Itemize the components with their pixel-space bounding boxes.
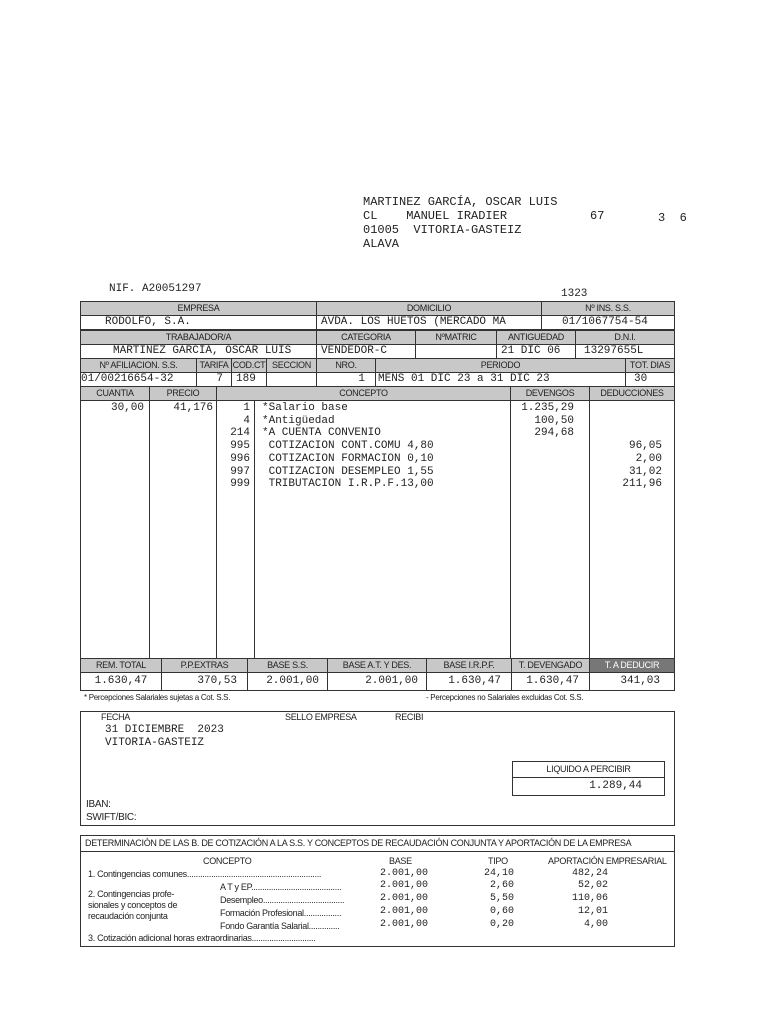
contingencias-profesionales-label-3: recaudación conjunta	[88, 911, 168, 921]
determination-title: DETERMINACIÓN DE LAS B. DE COTIZACIÓN A LA S.S. Y CONCEPTOS DE RECAUDACIÓN CONJUNTA Y APORTACIÓN DE LA EMPRESA	[85, 838, 632, 848]
document-number: 1323	[561, 288, 588, 300]
header-dni: D.N.I.	[575, 330, 675, 345]
t-deducir-value: 341,03	[589, 672, 675, 691]
sub-fondo-label: Fondo Garantía Salarial..............	[220, 921, 340, 931]
column-divider	[149, 400, 150, 659]
header-ppextras: P.P.EXTRAS	[161, 658, 248, 673]
det-row-base: 2.001,00	[379, 893, 428, 904]
recipient-province: ALAVA	[363, 237, 400, 251]
det-row-aportacion: 482,24	[571, 868, 608, 879]
liquido-divider	[512, 777, 665, 778]
horas-extra-label: 3. Cotización adicional horas extraordinarias.............................	[88, 933, 316, 943]
domicilio-value: AVDA. LOS HUETOS (MERCADO MA	[316, 315, 542, 330]
header-codct: COD.CT	[231, 358, 267, 373]
recipient-name: MARTINEZ GARCÍA, OSCAR LUIS	[363, 195, 558, 209]
line-deduccion: 31,02	[628, 465, 662, 478]
line-concepto: *Antigüedad	[262, 414, 335, 427]
line-code: 999	[230, 478, 250, 491]
header-t-devengado: T. DEVENGADO	[511, 658, 590, 673]
line-devengo: 294,68	[534, 427, 574, 440]
trabajador-value: MARTINEZ GARCÍA, OSCAR LUIS	[80, 344, 317, 359]
ins-ss-value: 01/1067754-54	[541, 315, 675, 330]
fecha-label: FECHA	[101, 712, 131, 722]
contingencias-profesionales-label-2: sionales y conceptos de	[88, 900, 178, 910]
note-salariales: * Percepciones Salariales sujetas a Cot. S.S.	[84, 693, 231, 702]
line-devengo: 1.235,29	[521, 402, 574, 414]
empresa-value: RODOLFO, S.A.	[80, 315, 317, 330]
header-concepto: CONCEPTO	[216, 386, 511, 401]
det-row-base: 2.001,00	[379, 906, 428, 917]
recibi-label: RECIBI	[395, 712, 424, 722]
column-divider	[510, 400, 511, 659]
nmatric-value	[415, 344, 497, 359]
tarifa-value: 7	[196, 372, 232, 387]
det-row-aportacion: 12,01	[577, 906, 608, 917]
payment-place: VITORIA-GASTEIZ	[105, 737, 205, 749]
recipient-street: CL MANUEL IRADIER	[363, 209, 508, 223]
line-code: 995	[230, 440, 250, 453]
afiliacion-value: 01/00216654-32	[80, 372, 197, 387]
det-row-base: 2.001,00	[379, 880, 428, 891]
det-row-aportacion: 52,02	[577, 880, 608, 891]
base-ss-value: 2.001,00	[247, 672, 328, 691]
header-categoria: CATEGORIA	[316, 330, 416, 345]
base-irpf-value: 1.630,47	[426, 672, 512, 691]
column-divider	[216, 400, 217, 659]
line-precio: 41,176	[173, 402, 213, 414]
line-concepto: *A CUENTA CONVENIO	[262, 427, 381, 440]
sub-desempleo-label: Desempleo.....................................	[220, 895, 345, 905]
header-t-deducir: T. A DEDUCIR	[589, 658, 675, 673]
header-totdias: TOT. DIAS	[625, 358, 675, 373]
det-row-tipo: 5,50	[489, 893, 514, 904]
totdias-value: 30	[625, 372, 675, 387]
line-code: 997	[230, 465, 250, 478]
dni-value: 13297655L	[575, 344, 675, 359]
liquido-label: LIQUIDO A PERCIBIR	[546, 764, 631, 774]
antiguedad-value: 21 DIC 06	[496, 344, 576, 359]
header-domicilio: DOMICILIO	[316, 301, 542, 316]
header-ins-ss: Nº INS. S.S.	[541, 301, 675, 316]
col-tipo: TIPO	[488, 856, 508, 866]
col-aportacion: APORTACIÓN EMPRESARIAL	[548, 856, 667, 866]
t-devengado-value: 1.630,47	[511, 672, 590, 691]
seccion-value	[266, 372, 317, 387]
note-no-salariales: - Percepciones no Salariales excluidas Cot. S.S.	[426, 693, 584, 702]
recipient-city: 01005 VITORIA-GASTEIZ	[363, 223, 522, 237]
line-code: 1	[243, 402, 250, 414]
rem-total-value: 1.630,47	[80, 672, 162, 691]
header-rem-total: REM. TOTAL	[80, 658, 162, 673]
line-code: 996	[230, 452, 250, 465]
swift-label: SWIFT/BIC:	[86, 812, 137, 823]
header-base-at: BASE A.T. Y DES.	[327, 658, 427, 673]
ppextras-value: 370,53	[161, 672, 248, 691]
column-divider	[589, 400, 590, 659]
header-afiliacion: Nº AFILIACION. S.S.	[80, 358, 197, 373]
recipient-floor: 3 6	[658, 211, 687, 225]
sello-label: SELLO EMPRESA	[285, 712, 357, 722]
line-concepto: *Salario base	[262, 402, 348, 414]
payment-date: 31 DICIEMBRE 2023	[105, 724, 224, 736]
header-seccion: SECCION	[266, 358, 317, 373]
line-concepto: COTIZACION CONT.COMU 4,80	[262, 440, 434, 453]
header-empresa: EMPRESA	[80, 301, 317, 316]
det-row-base: 2.001,00	[379, 919, 428, 930]
det-row-aportacion: 4,00	[583, 919, 608, 930]
line-devengo: 100,50	[534, 414, 574, 427]
col-base: BASE	[389, 856, 412, 866]
header-trabajador: TRABAJADOR/A	[80, 330, 317, 345]
line-cuantia: 30,00	[110, 402, 144, 414]
header-base-irpf: BASE I.R.P.F.	[426, 658, 512, 673]
company-nif: NIF. A20051297	[109, 283, 202, 295]
header-devengos: DEVENGOS	[510, 386, 590, 401]
line-concepto: COTIZACION FORMACION 0,10	[262, 452, 434, 465]
periodo-value: MENS 01 DIC 23 a 31 DIC 23	[375, 372, 626, 387]
det-row-tipo: 0,20	[489, 919, 514, 930]
col-concepto: CONCEPTO	[203, 856, 252, 866]
header-nmatric: NºMATRIC	[415, 330, 497, 345]
iban-label: IBAN:	[86, 799, 111, 810]
line-code: 4	[243, 414, 250, 427]
contingencias-comunes-label: 1. Contingencias comunes.............................................................	[88, 869, 322, 879]
header-antiguedad: ANTIGUEDAD	[496, 330, 576, 345]
liquido-value: 1.289,44	[589, 780, 642, 792]
codct-value: 189	[231, 372, 267, 387]
header-precio: PRECIO	[149, 386, 217, 401]
line-deduccion: 211,96	[622, 478, 662, 491]
column-divider	[254, 400, 255, 659]
line-concepto: COTIZACION DESEMPLEO 1,55	[262, 465, 434, 478]
line-deduccion: 96,05	[628, 440, 662, 453]
contingencias-profesionales-label-1: 2. Contingencias profe-	[88, 889, 175, 899]
det-row-tipo: 2,60	[489, 880, 514, 891]
det-row-tipo: 0,60	[489, 906, 514, 917]
header-base-ss: BASE S.S.	[247, 658, 328, 673]
header-cuantia: CUANTIA	[80, 386, 150, 401]
base-at-value: 2.001,00	[327, 672, 427, 691]
line-deduccion: 2,00	[635, 452, 662, 465]
header-nro: NRO.	[316, 358, 376, 373]
categoria-value: VENDEDOR-C	[316, 344, 416, 359]
nro-value: 1	[316, 372, 376, 387]
line-concepto: TRIBUTACION I.R.P.F.13,00	[262, 478, 434, 491]
recipient-number: 67	[590, 209, 605, 223]
sub-formacion-label: Formación Profesional.................	[220, 908, 342, 918]
det-row-aportacion: 110,06	[571, 893, 608, 904]
det-row-tipo: 24,10	[483, 868, 514, 879]
header-deducciones: DEDUCCIONES	[589, 386, 675, 401]
line-code: 214	[230, 427, 250, 440]
determination-divider	[80, 851, 675, 852]
sub-at-label: A T y EP.........................................	[220, 882, 342, 892]
det-row-base: 2.001,00	[379, 868, 428, 879]
header-periodo: PERIODO	[375, 358, 626, 373]
header-tarifa: TARIFA	[196, 358, 232, 373]
